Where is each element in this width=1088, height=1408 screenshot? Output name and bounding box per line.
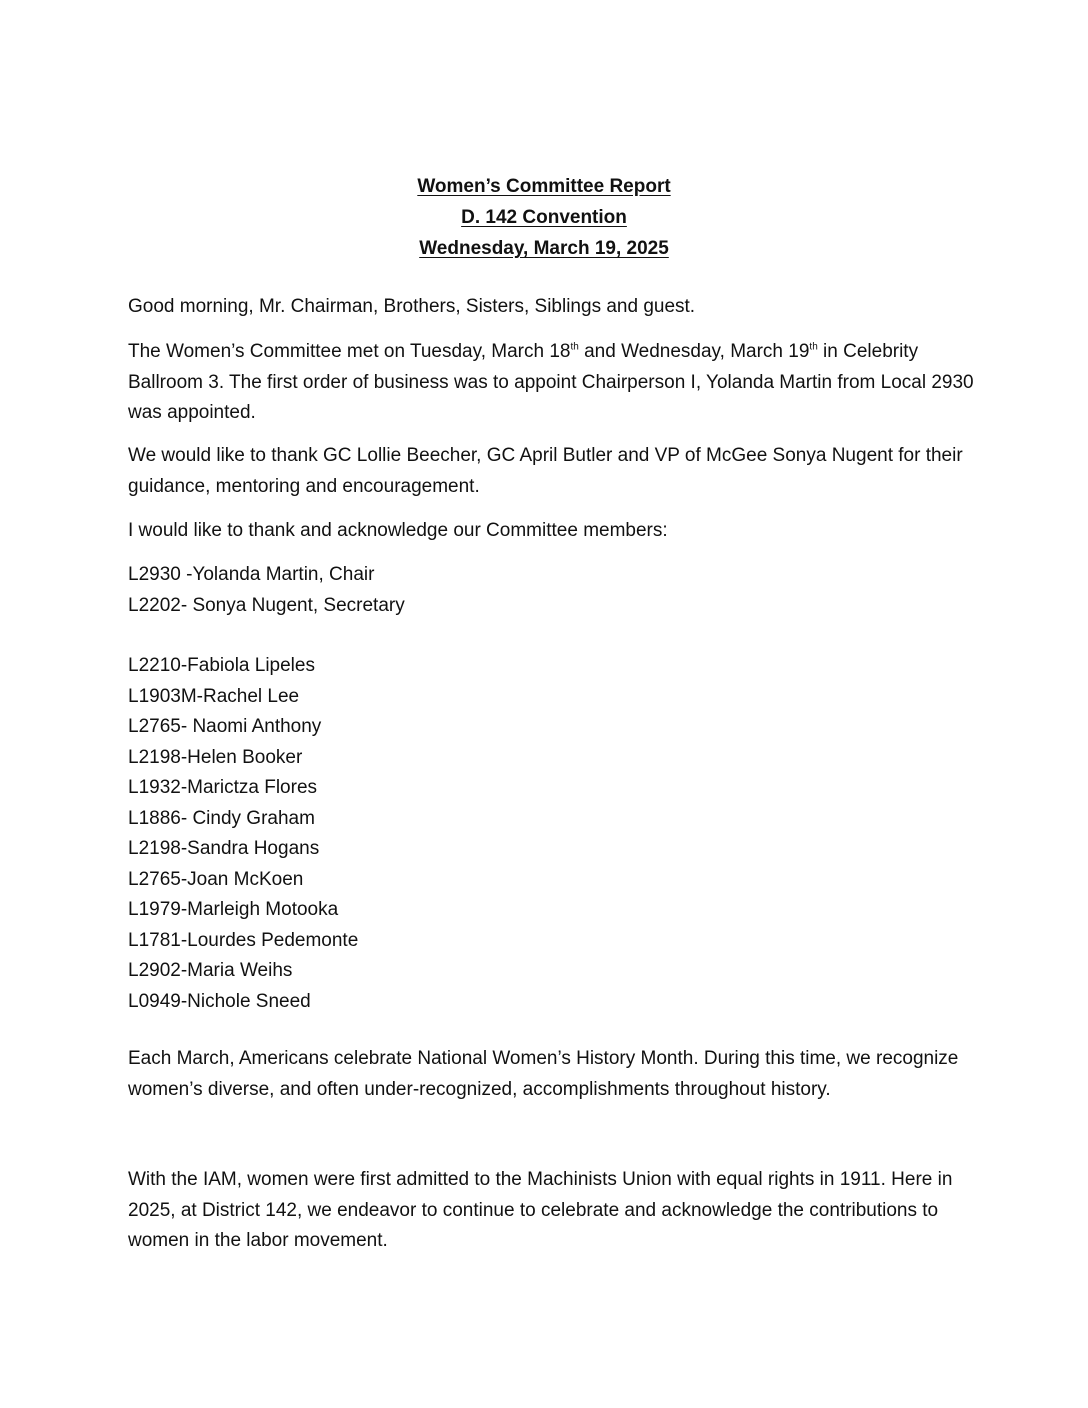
report-header — [0, 171, 1088, 264]
list-item: L2902-Maria Weihs — [128, 960, 293, 981]
list-item: L1886- Cindy Graham — [128, 807, 315, 829]
list-item: L2765- Naomi Anthony — [128, 716, 322, 737]
list-item: L2202- Sonya Nugent, Secretary — [128, 594, 405, 616]
list-item: L1979-Marleigh Motooka — [128, 899, 339, 920]
list-item: L2765-Joan McKoen — [128, 868, 304, 890]
meeting-paragraph — [128, 337, 978, 429]
ordinal-suffix: th — [809, 341, 818, 353]
list-item: L1932-Marictza Flores — [128, 777, 318, 798]
report-title: Women’s Committee Report — [417, 176, 671, 197]
report-subtitle: D. 142 Convention — [461, 207, 627, 228]
history-month-paragraph: Each March, Americans celebrate National Women’s History Month. During this time, we recognize women’s diverse, and often under-recognized, accomplishments throughout history. — [128, 1048, 959, 1100]
list-item: L2210-Fabiola Lipeles — [128, 655, 315, 676]
list-item: L2930 -Yolanda Martin, Chair — [128, 564, 375, 585]
greeting-paragraph: Good morning, Mr. Chairman, Brothers, Sisters, Siblings and guest. — [128, 296, 696, 317]
members-list — [128, 651, 978, 1017]
iam-history-paragraph: With the IAM, women were first admitted to the Machinists Union with equal rights in 1911. Here in 2025, at District 142, we endeavor to continue to celebrate and acknowledge the contributions to women in the labor movement. — [128, 1169, 953, 1251]
list-item: L1903M-Rachel Lee — [128, 685, 300, 707]
acknowledge-intro: I would like to thank and acknowledge our Committee members: — [128, 520, 668, 541]
list-item: L2198-Helen Booker — [128, 746, 303, 768]
meeting-text-a: The Women’s Committee met on Tuesday, March 18 — [128, 341, 571, 362]
meeting-text-c: in Celebrity Ballroom 3. The first order of business was to appoint Chairperson I, Yolanda Martin from Local 2930 was appointed. — [128, 341, 974, 423]
meeting-text-b: and Wednesday, March 19 — [578, 341, 810, 362]
list-item: L1781-Lourdes Pedemonte — [128, 929, 359, 951]
report-date: Wednesday, March 19, 2025 — [419, 238, 669, 259]
officers-list — [128, 560, 978, 621]
list-item: L0949-Nichole Sneed — [128, 990, 311, 1012]
ordinal-suffix: th — [570, 341, 579, 353]
thanks-paragraph: We would like to thank GC Lollie Beecher, GC April Butler and VP of McGee Sonya Nugent for their guidance, mentoring and encouragement. — [128, 445, 963, 497]
list-item: L2198-Sandra Hogans — [128, 838, 320, 859]
